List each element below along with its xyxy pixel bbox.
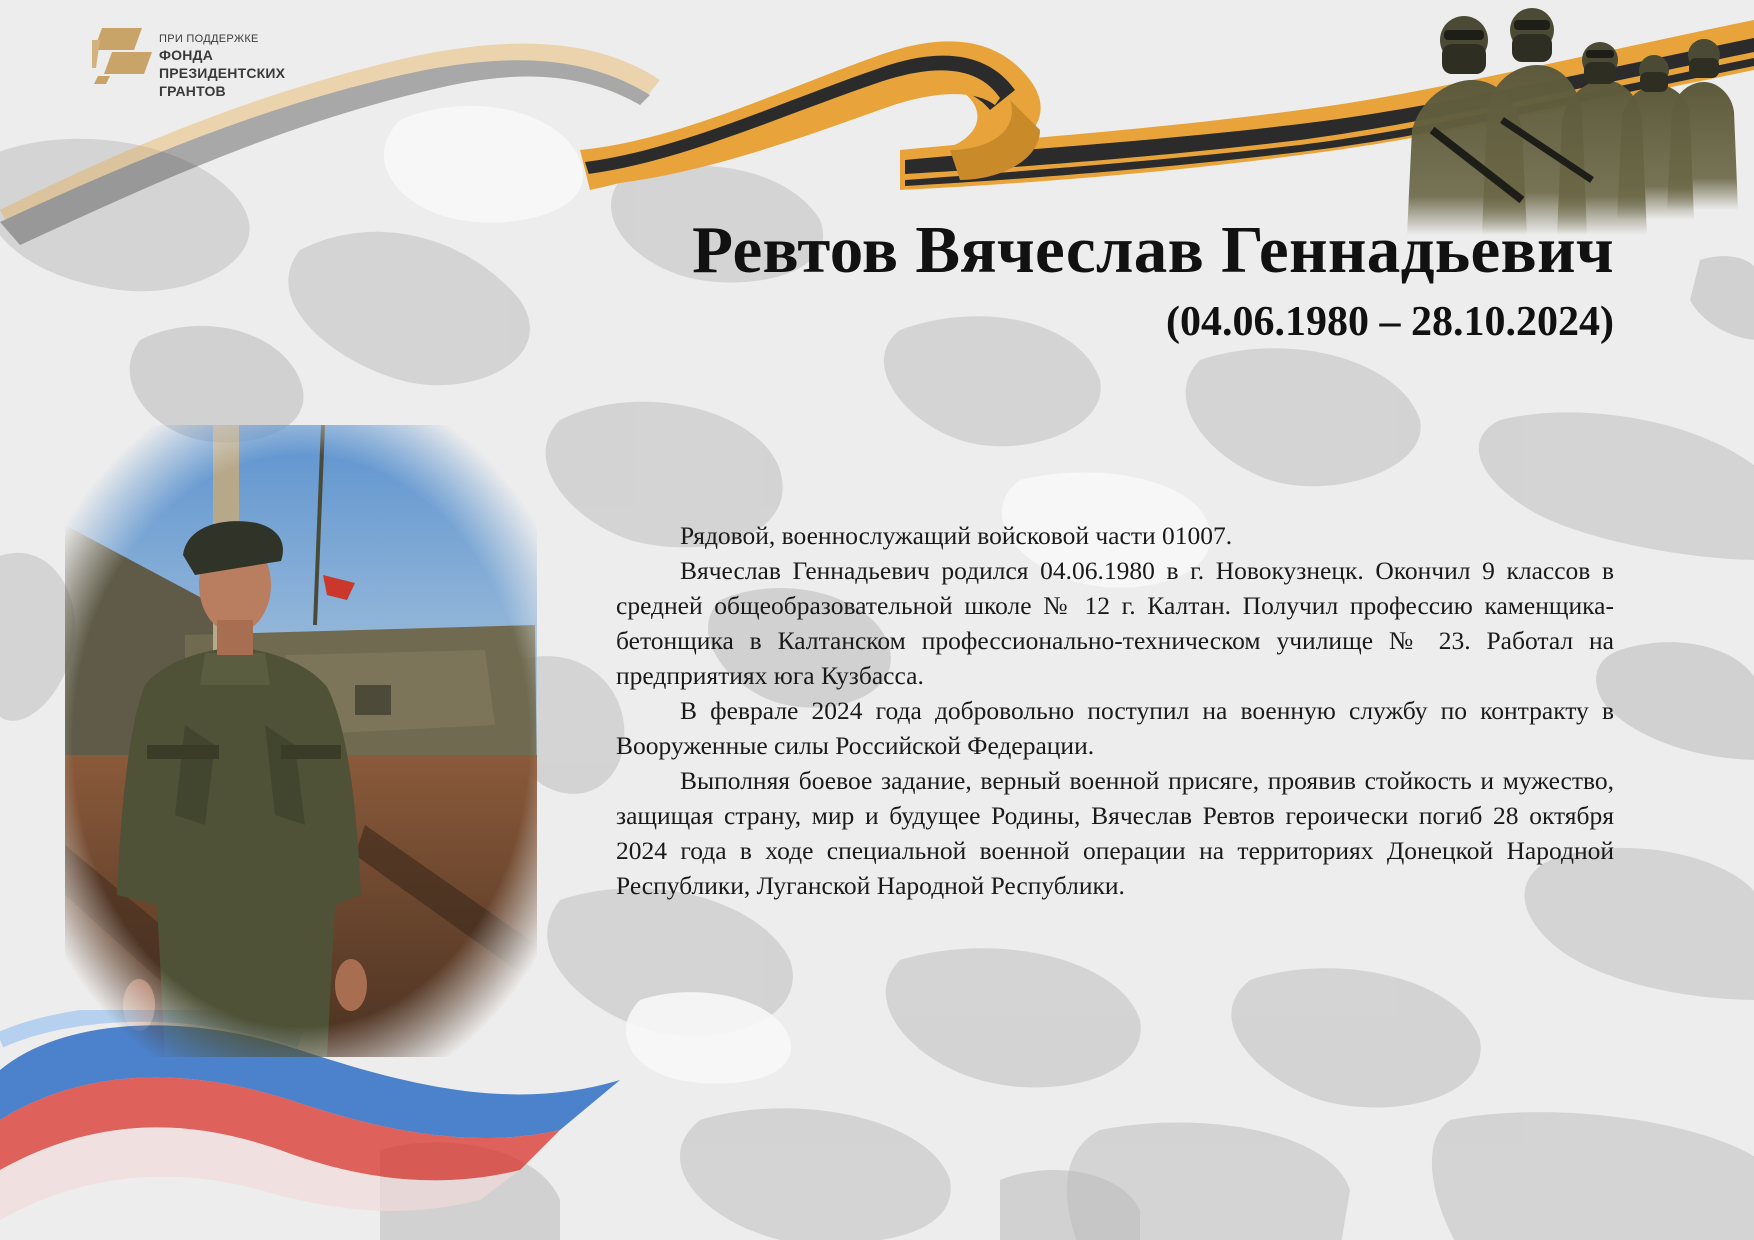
- presidential-grants-logo: [92, 28, 332, 108]
- presidential-grants-logo-icon: [92, 28, 152, 84]
- person-name: Ревтов Вячеслав Геннадьевич: [692, 213, 1614, 287]
- bio-paragraph: Вячеслав Геннадьевич родился 04.06.1980 в г. Новокузнецк. Окончил 9 классов в средней общеобразовательной школе № 12 г. Калтан. Получил профессию каменщика-бетонщика в Калтанском профессионально-техническом училище № 23. Работал на предприятиях юга Кузбасса.: [616, 556, 1614, 690]
- logo-line-1: ФОНДА: [159, 47, 214, 63]
- soldiers-illustration: [1392, 0, 1754, 235]
- portrait-photo: [65, 425, 537, 1057]
- logo-small-caption: ПРИ ПОДДЕРЖКЕ: [159, 33, 259, 45]
- bio-paragraph: Рядовой, военнослужащий войсковой части 01007.: [680, 521, 1233, 550]
- biography: [616, 518, 1614, 903]
- bio-paragraph: Выполняя боевое задание, верный военной присяге, проявив стойкость и мужество, защищая страну, мир и будущее Родины, Вячеслав Ревтов героически погиб 28 октября 2024 года в ходе специальной военной операции на территориях Донецкой Народной Республики, Луганской Народной Республики.: [616, 766, 1614, 900]
- life-dates: (04.06.1980 – 28.10.2024): [1166, 299, 1614, 345]
- logo-line-2: ПРЕЗИДЕНТСКИХ: [159, 65, 286, 81]
- bio-paragraph: В феврале 2024 года добровольно поступил на военную службу по контракту в Вооруженные силы Российской Федерации.: [616, 696, 1614, 760]
- logo-line-3: ГРАНТОВ: [159, 83, 226, 99]
